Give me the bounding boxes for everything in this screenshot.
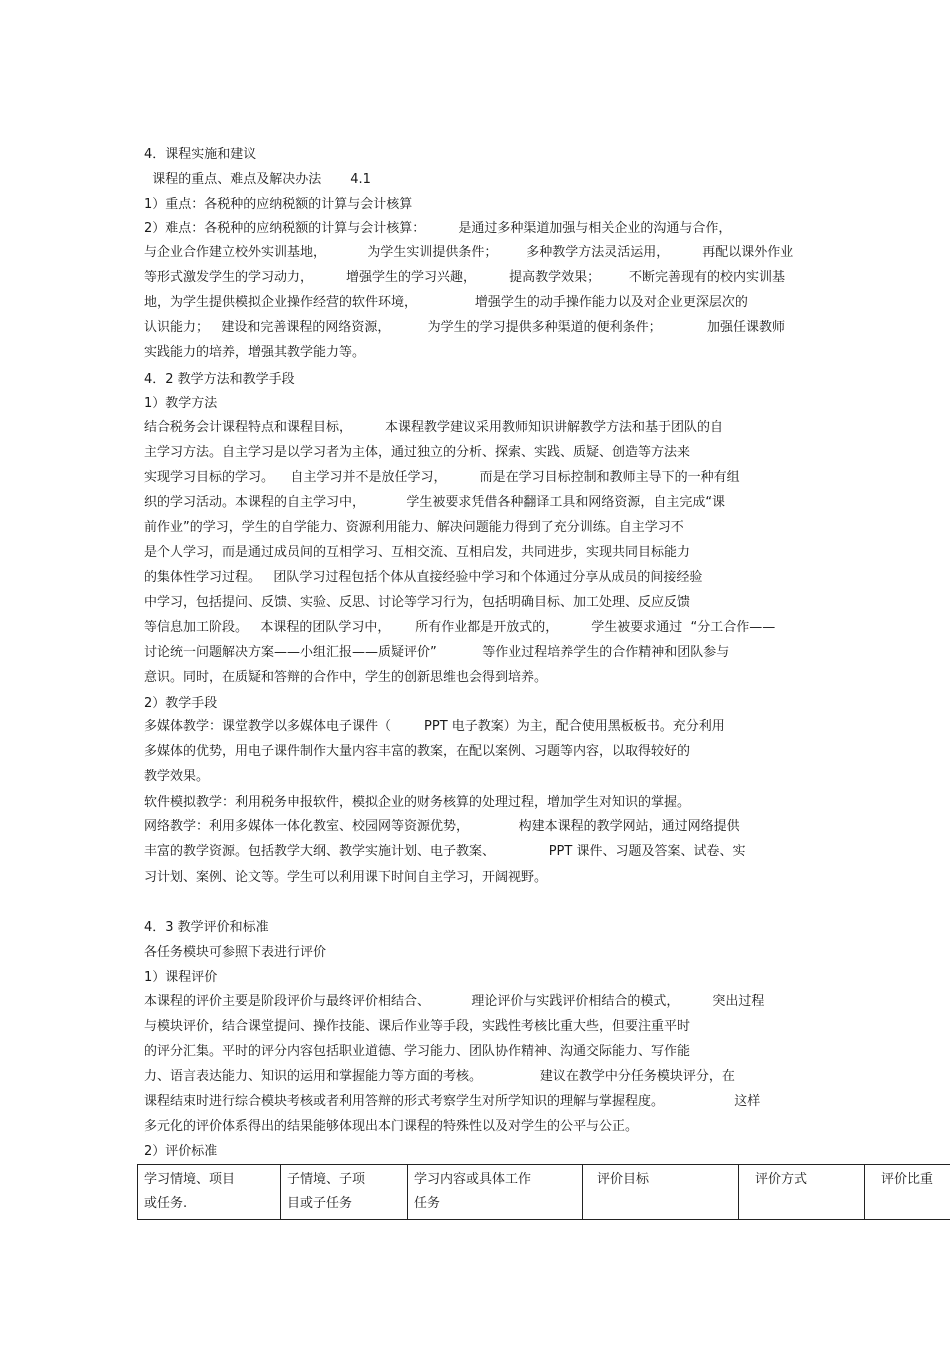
paragraph-line: 与模块评价，结合课堂提问、操作技能、课后作业等手段，实践性考核比重大些，但要注重平时 bbox=[144, 1019, 691, 1034]
subheading: 2）教学手段 bbox=[144, 696, 218, 711]
table-header-cell: 学习内容或具体工作 任务 bbox=[408, 1165, 583, 1220]
subheading: 1）课程评价 bbox=[144, 970, 218, 985]
section-heading-4-1: 课程的重点、难点及解决办法 4.1 bbox=[144, 172, 371, 187]
table-header-cell: 学习情境、项目 或任务. bbox=[138, 1165, 281, 1220]
paragraph-line: 2）难点：各税种的应纳税额的计算与会计核算： 是通过多种渠道加强与相关企业的沟通与合作， bbox=[144, 221, 732, 236]
paragraph-line: 是个人学习，而是通过成员间的互相学习、互相交流、互相启发，共同进步，实现共同目标能力 bbox=[144, 545, 691, 560]
table-header-cell: 子情境、子项 目或子任务 bbox=[281, 1165, 408, 1220]
paragraph-line: 等形式激发学生的学习动力， 增强学生的学习兴趣， 提高教学效果； 不断完善现有的校内实训基 bbox=[144, 270, 786, 285]
paragraph-line: 多媒体教学：课堂教学以多媒体电子课件（ PPT 电子教案）为主，配合使用黑板板书。充分利用 bbox=[144, 719, 725, 734]
paragraph-line: 织的学习活动。本课程的自主学习中， 学生被要求凭借各种翻译工具和网络资源，自主完成“课 bbox=[144, 495, 726, 510]
paragraph-line: 习计划、案例、论文等。学生可以利用课下时间自主学习，开阔视野。 bbox=[144, 870, 548, 885]
paragraph-line: 多媒体的优势，用电子课件制作大量内容丰富的教案，在配以案例、习题等内容，以取得较好的 bbox=[144, 744, 691, 759]
section-heading-4-3: 4．3 教学评价和标准 bbox=[144, 920, 269, 935]
paragraph-line: 结合税务会计课程特点和课程目标， 本课程教学建议采用教师知识讲解教学方法和基于团队的自 bbox=[144, 420, 724, 435]
table-header-cell: 评价目标 bbox=[583, 1165, 739, 1220]
paragraph-line: 与企业合作建立校外实训基地， 为学生实训提供条件； 多种教学方法灵活运用， 再配以课外作业 bbox=[144, 245, 794, 260]
paragraph-line: 力、语言表达能力、知识的运用和掌握能力等方面的考核。 建议在教学中分任务模块评分，在 bbox=[144, 1069, 735, 1084]
paragraph-line: 丰富的教学资源。包括教学大纲、教学实施计划、电子教案、 PPT 课件、习题及答案、试卷、实 bbox=[144, 844, 746, 859]
table-header-cell: 评价方式 bbox=[739, 1165, 865, 1220]
paragraph-line: 等信息加工阶段。 本课程的团队学习中， 所有作业都是开放式的， 学生被要求通过 “分工合作—— bbox=[144, 620, 776, 635]
paragraph-line: 意识。同时，在质疑和答辩的合作中，学生的创新思维也会得到培养。 bbox=[144, 670, 548, 685]
paragraph-line: 主学习方法。自主学习是以学习者为主体，通过独立的分析、探索、实践、质疑、创造等方法来 bbox=[144, 445, 691, 460]
paragraph-line: 的集体性学习过程。 团队学习过程包括个体从直接经验中学习和个体通过分享从成员的间接经验 bbox=[144, 570, 703, 585]
paragraph-line: 前作业”的学习，学生的自学能力、资源利用能力、解决问题能力得到了充分训练。自主学习不 bbox=[144, 520, 684, 535]
section-heading-4-2: 4．2 教学方法和教学手段 bbox=[144, 372, 295, 387]
paragraph-line: 课程结束时进行综合模块考核或者利用答辩的形式考察学生对所学知识的理解与掌握程度。 这样 bbox=[144, 1094, 761, 1109]
paragraph-line: 多元化的评价体系得出的结果能够体现出本门课程的特殊性以及对学生的公平与公正。 bbox=[144, 1119, 639, 1134]
paragraph-line: 中学习，包括提问、反馈、实验、反思、讨论等学习行为，包括明确目标、加工处理、反应反馈 bbox=[144, 595, 691, 610]
paragraph-line: 1）重点：各税种的应纳税额的计算与会计核算 bbox=[144, 197, 413, 212]
paragraph-line: 网络教学：利用多媒体一体化教室、校园网等资源优势， 构建本课程的教学网站，通过网络提供 bbox=[144, 819, 740, 834]
paragraph-line: 本课程的评价主要是阶段评价与最终评价相结合、 理论评价与实践评价相结合的模式， 突出过程 bbox=[144, 994, 765, 1009]
paragraph-line: 实践能力的培养，增强其教学能力等。 bbox=[144, 345, 366, 360]
paragraph-line: 软件模拟教学：利用税务申报软件，模拟企业的财务核算的处理过程，增加学生对知识的掌握。 bbox=[144, 795, 691, 810]
paragraph-line: 认识能力； 建设和完善课程的网络资源， 为学生的学习提供多种渠道的便利条件； 加强任课教师 bbox=[144, 320, 786, 335]
table-header-cell: 评价比重 bbox=[865, 1165, 950, 1220]
paragraph-line: 讨论统一问题解决方案——小组汇报——质疑评价” 等作业过程培养学生的合作精神和团队参与 bbox=[144, 645, 730, 660]
paragraph-line: 教学效果。 bbox=[144, 769, 210, 784]
paragraph-line: 地，为学生提供模拟企业操作经营的软件环境， 增强学生的动手操作能力以及对企业更深层次的 bbox=[144, 295, 748, 310]
evaluation-table bbox=[137, 1164, 950, 1220]
paragraph-line: 各任务模块可参照下表进行评价 bbox=[144, 945, 327, 960]
paragraph-line: 实现学习目标的学习。 自主学习并不是放任学习， 而是在学习目标控制和教师主导下的一种有组 bbox=[144, 470, 740, 485]
table-header-row bbox=[138, 1165, 950, 1220]
subheading: 1）教学方法 bbox=[144, 396, 218, 411]
section-heading-4: 4．课程实施和建议 bbox=[144, 147, 257, 162]
paragraph-line: 的评分汇集。平时的评分内容包括职业道德、学习能力、团队协作精神、沟通交际能力、写作能 bbox=[144, 1044, 691, 1059]
subheading: 2）评价标准 bbox=[144, 1144, 218, 1159]
